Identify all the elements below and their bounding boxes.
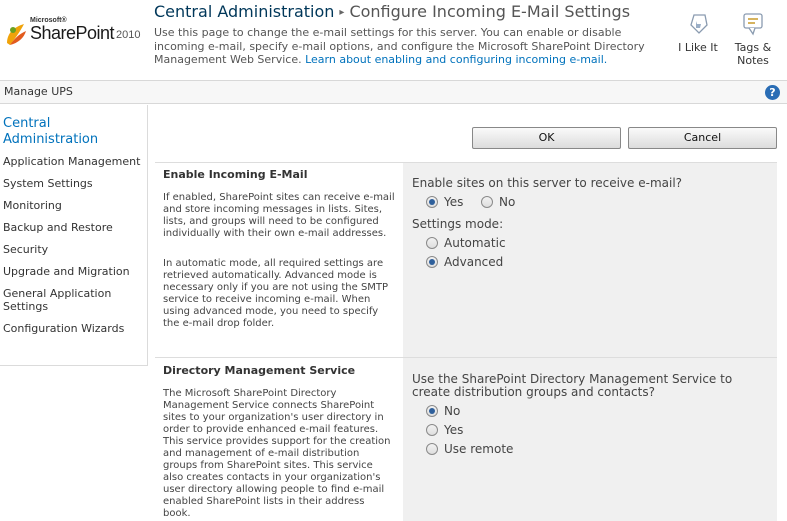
i-like-it-button[interactable] xyxy=(670,12,726,54)
nav-item-system-settings[interactable]: System Settings xyxy=(3,177,93,190)
mode-advanced-option[interactable] xyxy=(426,255,503,269)
directory-yes-option[interactable] xyxy=(426,423,463,437)
directory-no-label: No xyxy=(444,404,461,418)
directory-management-title: Directory Management Service xyxy=(163,364,356,377)
mode-automatic-option[interactable] xyxy=(426,236,506,250)
breadcrumb xyxy=(154,2,630,21)
mode-automatic-radio[interactable] xyxy=(426,237,438,249)
nav-item-monitoring[interactable]: Monitoring xyxy=(3,199,62,212)
microsoft-label: Microsoft® xyxy=(30,17,67,24)
quick-launch xyxy=(0,105,148,366)
enable-email-yes-option[interactable] xyxy=(426,195,463,209)
page-description xyxy=(154,26,654,67)
sharepoint-logo-icon xyxy=(4,21,28,47)
tags-notes-label: Tags & Notes xyxy=(734,41,772,67)
directory-no-radio[interactable] xyxy=(426,405,438,417)
tags-notes-button[interactable] xyxy=(725,12,781,67)
nav-item-general-application-settings[interactable]: General Application Settings xyxy=(3,287,112,313)
nav-item-application-management[interactable]: Application Management xyxy=(3,155,141,168)
mode-automatic-label: Automatic xyxy=(444,236,506,250)
page-title: Configure Incoming E-Mail Settings xyxy=(349,2,631,21)
i-like-it-label: I Like It xyxy=(678,41,718,54)
nav-item-upgrade-migration[interactable]: Upgrade and Migration xyxy=(3,265,130,278)
sharepoint-logo[interactable] xyxy=(4,17,146,51)
directory-use-remote-label: Use remote xyxy=(444,442,514,456)
product-version: 2010 xyxy=(116,29,141,41)
product-name: SharePoint xyxy=(30,23,115,43)
breadcrumb-separator-icon: ▸ xyxy=(339,7,345,18)
page-header xyxy=(0,0,787,80)
directory-yes-label: Yes xyxy=(444,423,464,437)
nav-item-configuration-wizards[interactable]: Configuration Wizards xyxy=(3,322,125,335)
nav-item-security[interactable]: Security xyxy=(3,243,49,256)
breadcrumb-root[interactable]: Central Administration xyxy=(154,2,335,21)
directory-management-question: Use the SharePoint Directory Management Service to create distribution groups and contacts? xyxy=(412,372,733,399)
nav-header-central-administration[interactable]: Central Administration xyxy=(3,116,99,147)
nav-item-backup-restore[interactable]: Backup and Restore xyxy=(3,221,113,234)
enable-email-yes-label: Yes xyxy=(444,195,464,209)
manage-ups-label[interactable]: Manage UPS xyxy=(4,85,73,98)
enable-email-no-label: No xyxy=(499,195,516,209)
enable-email-yes-radio[interactable] xyxy=(426,196,438,208)
ribbon-bar xyxy=(0,80,787,104)
directory-yes-radio[interactable] xyxy=(426,424,438,436)
incoming-email-title: Enable Incoming E-Mail xyxy=(163,168,308,181)
enable-email-no-option[interactable] xyxy=(481,195,515,209)
mode-advanced-radio[interactable] xyxy=(426,256,438,268)
directory-no-option[interactable] xyxy=(426,404,460,418)
incoming-email-description: If enabled, SharePoint sites can receive e-mail and store incoming messages in lists. Sites, lists, and groups will need to be configured individually with their own e-mail addresses. xyxy=(163,192,395,239)
settings-mode-label: Settings mode: xyxy=(412,217,504,231)
enable-email-question: Enable sites on this server to receive e-mail? xyxy=(412,176,683,190)
ok-button[interactable]: OK xyxy=(472,127,621,149)
cancel-button[interactable]: Cancel xyxy=(628,127,777,149)
help-icon[interactable]: ? xyxy=(765,85,780,100)
incoming-email-mode-description: In automatic mode, all required settings are retrieved automatically. Advanced mode is necessary only if you are not using the SMTP service to receive incoming e-mail. When using advanced mode, you need to specify the e-mail drop folder. xyxy=(163,258,389,329)
directory-management-description: The Microsoft SharePoint Directory Management Service connects SharePoint sites to your organization's user directory in order to provide enhanced e-mail features. This service provides support for the creation and management of e-mail distribution groups from SharePoint sites. This service also creates contacts in your organization's user directory allowing people to find e-mail enabled SharePoint lists in their address book. xyxy=(163,388,391,519)
tags-notes-icon xyxy=(740,12,766,36)
learn-more-link[interactable]: Learn about enabling and configuring incoming e-mail. xyxy=(305,53,608,66)
thumbs-up-icon xyxy=(685,12,711,36)
enable-email-no-radio[interactable] xyxy=(481,196,493,208)
description-text: Use this page to change the e-mail settings for this server. You can enable or disable incoming e-mail, specify e-mail options, and configure the Microsoft SharePoint Directory Management Web Service. xyxy=(154,26,645,66)
directory-use-remote-option[interactable] xyxy=(426,442,513,456)
directory-use-remote-radio[interactable] xyxy=(426,443,438,455)
mode-advanced-label: Advanced xyxy=(444,255,504,269)
